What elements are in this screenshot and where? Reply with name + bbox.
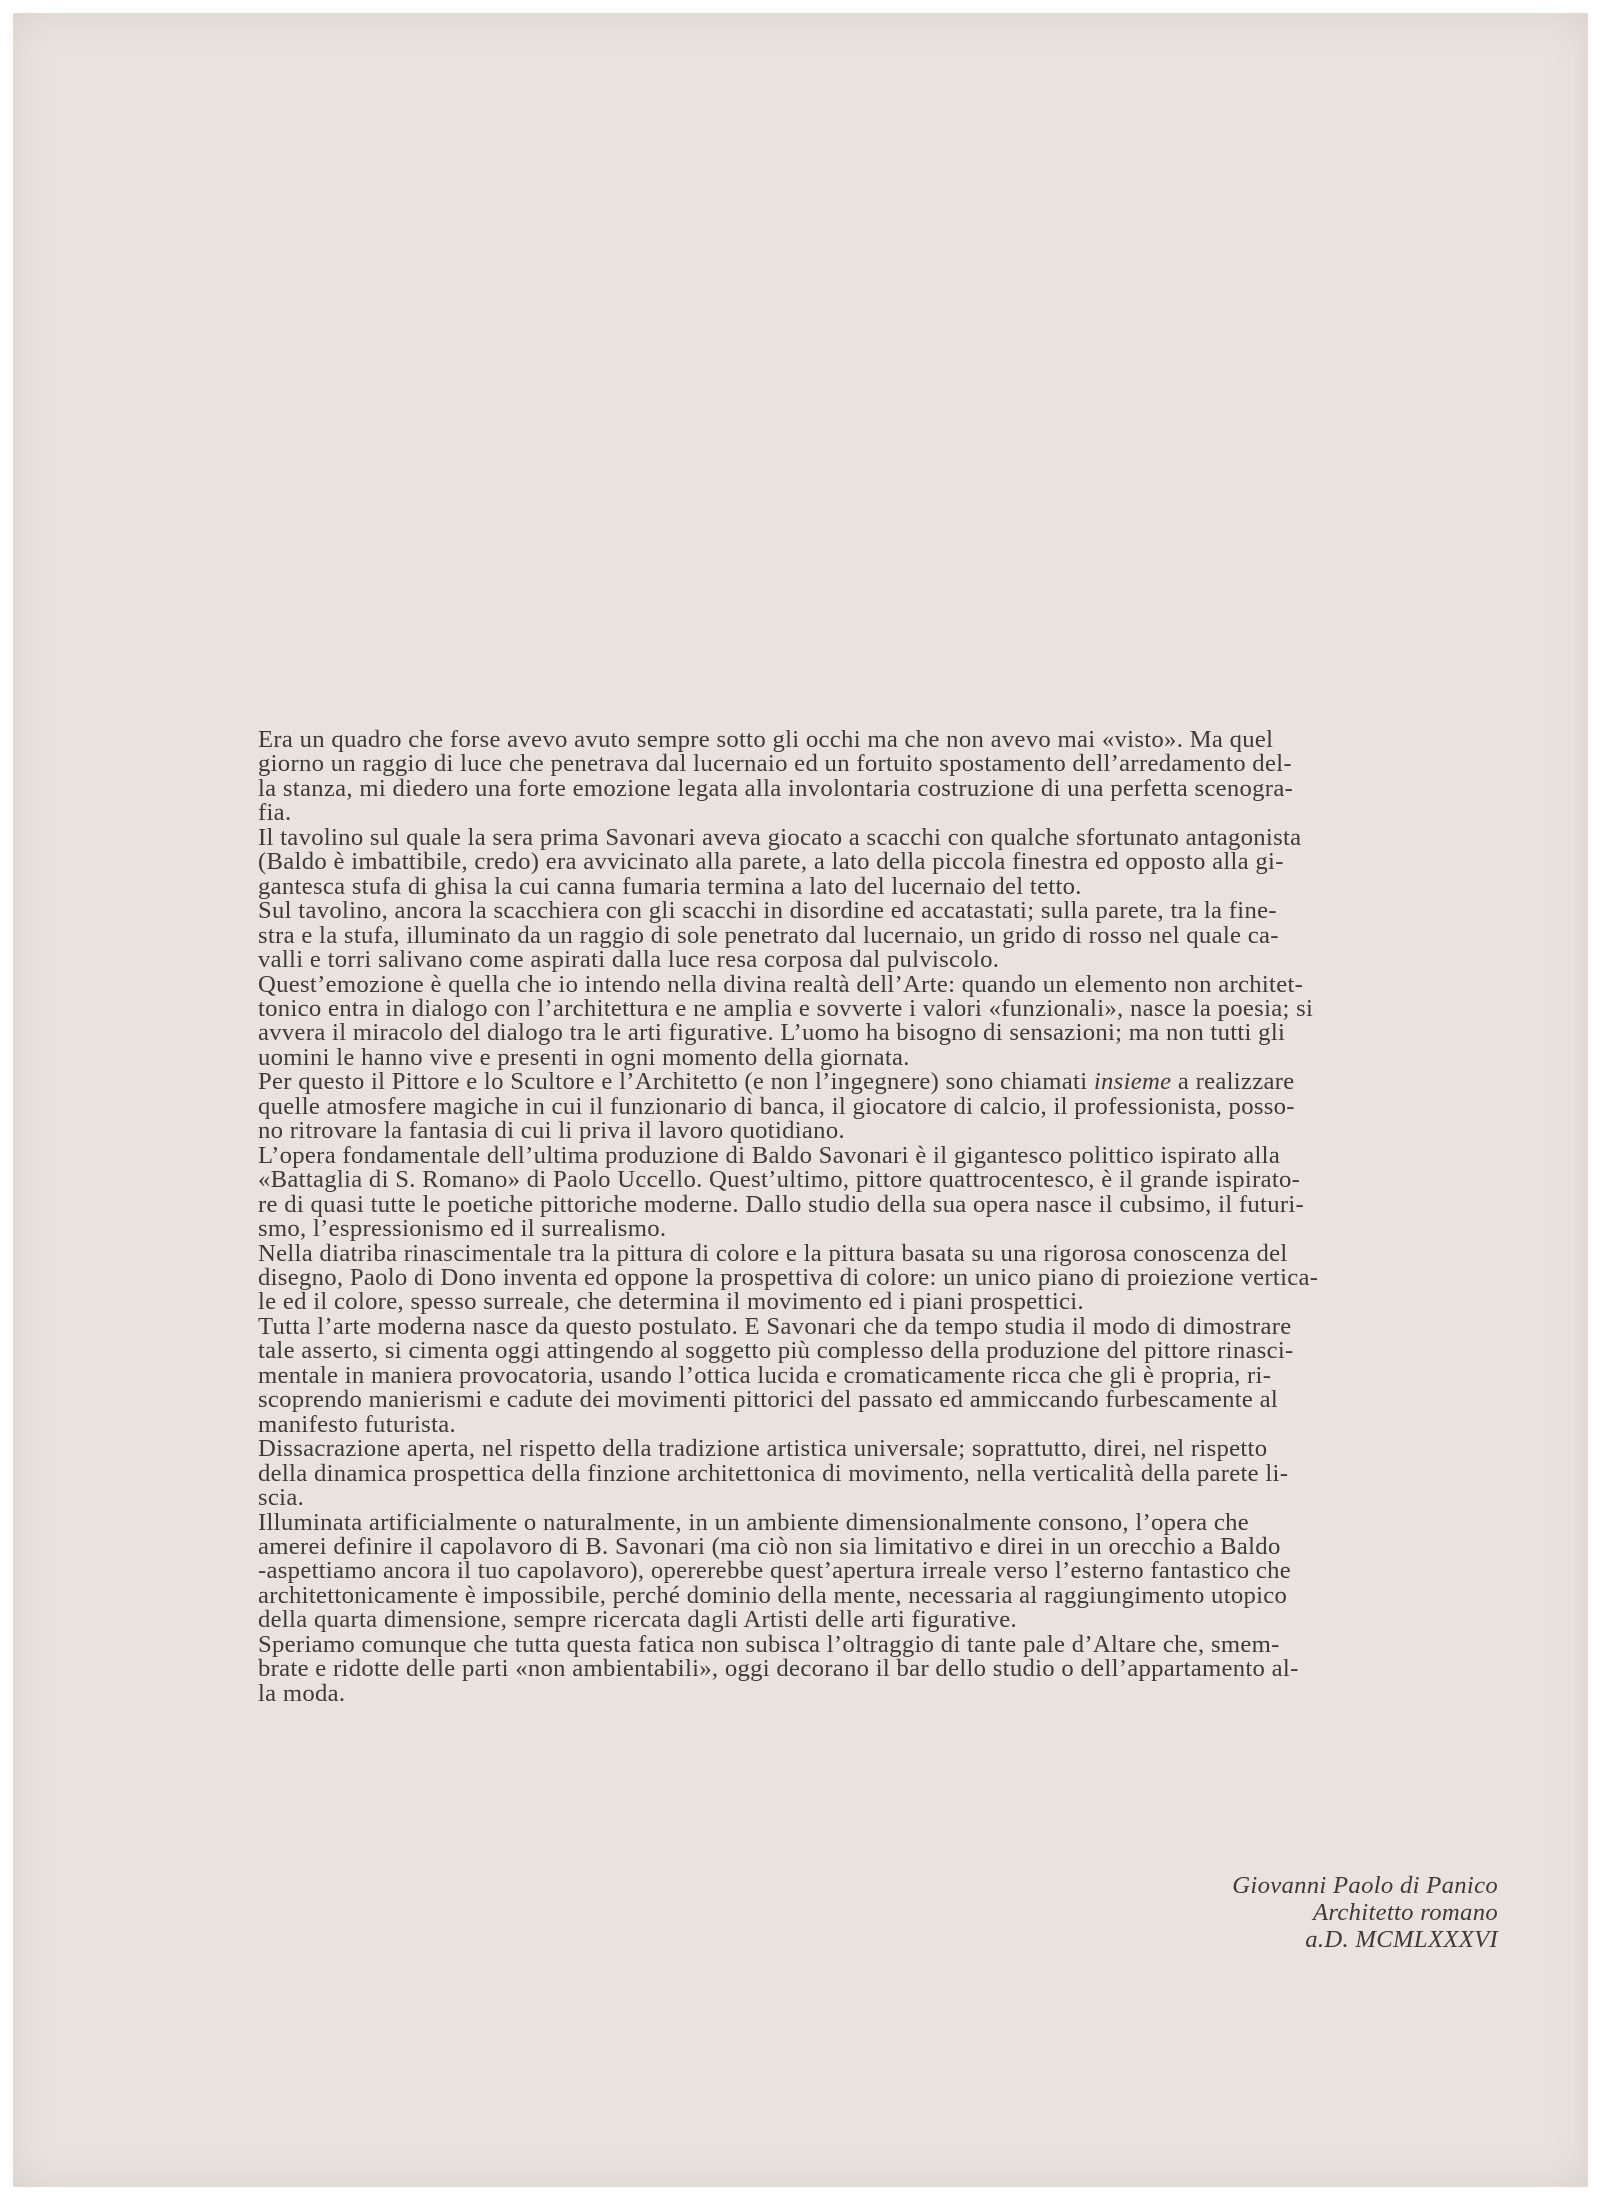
text-line: Nella diatriba rinascimentale tra la pittura di colore e la pittura basata su una rigorosa conoscenza del bbox=[258, 1239, 1288, 1267]
text-line: Speriamo comunque che tutta questa fatica non subisca l’oltraggio di tante pale d’Altare che, smem- bbox=[258, 1630, 1280, 1658]
text-line: avvera il miracolo del dialogo tra le arti figurative. L’uomo ha bisogno di sensazioni; ma non tutti gli bbox=[258, 1019, 1286, 1047]
author-name: Giovanni Paolo di Panico bbox=[1232, 1872, 1498, 1899]
signature-date: a.D. MCMLXXXVI bbox=[1305, 1926, 1498, 1953]
text-line: re di quasi tutte le poetiche pittoriche moderne. Dallo studio della sua opera nasce il cubsimo, il futuri- bbox=[258, 1190, 1305, 1218]
text-line: della quarta dimensione, sempre ricercata dagli Artisti delle arti figurative. bbox=[258, 1606, 1017, 1634]
text-line: la moda. bbox=[258, 1679, 346, 1707]
text-line: Tutta l’arte moderna nasce da questo postulato. E Savonari che da tempo studia il modo di dimostrare bbox=[258, 1312, 1292, 1340]
text-line: scia. bbox=[258, 1484, 305, 1512]
text-line: manifesto futurista. bbox=[258, 1410, 456, 1438]
text-line: Sul tavolino, ancora la scacchiera con gli scacchi in disordine ed accatastati; sulla parete, tra la fine- bbox=[258, 897, 1277, 925]
text-line: no ritrovare la fantasia di cui li priva il lavoro quotidiano. bbox=[258, 1117, 845, 1145]
text-line: gantesca stufa di ghisa la cui canna fumaria termina a lato del lucernaio del tetto. bbox=[258, 872, 1082, 900]
author-role: Architetto romano bbox=[1313, 1899, 1498, 1926]
text-line: amerei definire il capolavoro di B. Savonari (ma ciò non sia limitativo e direi in un orecchio a Baldo bbox=[258, 1532, 1281, 1560]
text-line: -aspettiamo ancora il tuo capolavoro), opererebbe quest’apertura irreale verso l’esterno fantastico che bbox=[258, 1557, 1292, 1585]
text-line: giorno un raggio di luce che penetrava dal lucernaio ed un fortuito spostamento dell’arredamento del- bbox=[258, 750, 1292, 778]
emphasis-word: insieme bbox=[1093, 1068, 1172, 1096]
text-line: Illuminata artificialmente o naturalmente, in un ambiente dimensionalmente consono, l’opera che bbox=[258, 1508, 1249, 1536]
text-line: uomini le hanno vive e presenti in ogni momento della giornata. bbox=[258, 1043, 910, 1071]
text-line: quelle atmosfere magiche in cui il funzionario di banca, il giocatore di calcio, il professionista, posso- bbox=[258, 1092, 1295, 1120]
text-line: Era un quadro che forse avevo avuto sempre sotto gli occhi ma che non avevo mai «visto». Ma quel bbox=[258, 726, 1274, 753]
text-line: Dissacrazione aperta, nel rispetto della tradizione artistica universale; soprattutto, direi, nel rispetto bbox=[258, 1435, 1268, 1463]
text-line: «Battaglia di S. Romano» di Paolo Uccello. Quest’ultimo, pittore quattrocentesco, è il grande ispirato- bbox=[258, 1166, 1301, 1194]
article-body bbox=[258, 728, 1523, 1706]
text-line: architettonicamente è impossibile, perché dominio della mente, necessaria al raggiungimento utopico bbox=[258, 1581, 1288, 1609]
text-line: della dinamica prospettica della finzione architettonica di movimento, nella verticalità della parete li- bbox=[258, 1459, 1289, 1487]
text-line: Il tavolino sul quale la sera prima Savonari aveva giocato a scacchi con qualche sfortunato antagonista bbox=[258, 823, 1302, 851]
text-line: Quest’emozione è quella che io intendo nella divina realtà dell’Arte: quando un elemento non architet- bbox=[258, 970, 1304, 998]
text-line: la stanza, mi diedero una forte emozione legata alla involontaria costruzione di una perfetta scenogra- bbox=[258, 774, 1294, 802]
text-line: le ed il colore, spesso surreale, che determina il movimento ed i piani prospettici. bbox=[258, 1288, 1084, 1316]
text-line: disegno, Paolo di Dono inventa ed oppone la prospettiva di colore: un unico piano di proiezione vertica- bbox=[258, 1263, 1319, 1291]
text-line: valli e torri salivano come aspirati dalla luce resa corposa dal pulviscolo. bbox=[258, 946, 1000, 974]
paper-sheet bbox=[13, 13, 1588, 2187]
text-line: stra e la stufa, illuminato da un raggio di sole penetrato dal lucernaio, un grido di rosso nel quale ca- bbox=[258, 921, 1279, 949]
signature-block bbox=[1232, 1872, 1498, 1953]
text-line: tale asserto, si cimenta oggi attingendo al soggetto più complesso della produzione del pittore rinasci- bbox=[258, 1337, 1294, 1365]
text-line: scoprendo manierismi e cadute dei movimenti pittorici del passato ed ammiccando furbescamente al bbox=[258, 1386, 1279, 1414]
text-line: (Baldo è imbattibile, credo) era avvicinato alla parete, a lato della piccola finestra ed opposto alla gi- bbox=[258, 848, 1284, 876]
text-line: mentale in maniera provocatoria, usando l’ottica lucida e cromaticamente ricca che gli è propria, ri- bbox=[258, 1361, 1272, 1389]
text-line: brate e ridotte delle parti «non ambientabili», oggi decorano il bar dello studio o dell’appartamento al- bbox=[258, 1655, 1299, 1683]
text-line: Per questo il Pittore e lo Scultore e l’Architetto (e non l’ingegnere) sono chiamati insieme a realizzare bbox=[258, 1068, 1295, 1096]
text-line: tonico entra in dialogo con l’architettura e ne amplia e sovverte i valori «funzionali», nasce la poesia; si bbox=[258, 994, 1314, 1022]
text-line: fia. bbox=[258, 799, 292, 827]
text-line: L’opera fondamentale dell’ultima produzione di Baldo Savonari è il gigantesco polittico ispirato alla bbox=[258, 1141, 1281, 1169]
text-line: smo, l’espressionismo ed il surrealismo. bbox=[258, 1215, 667, 1243]
